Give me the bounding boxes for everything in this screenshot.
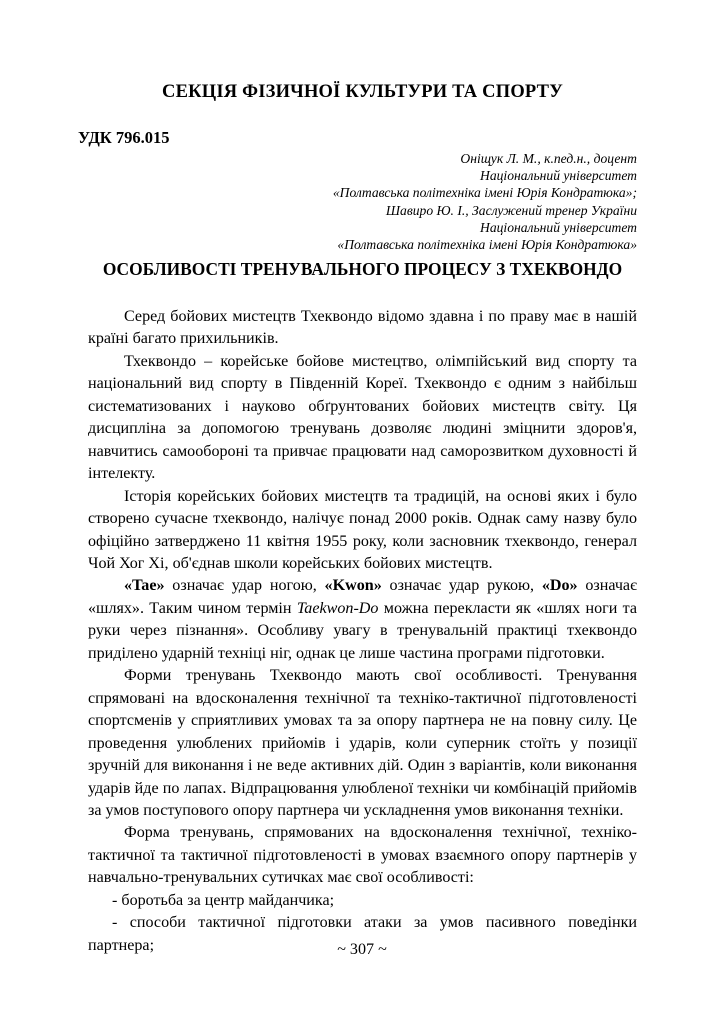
paragraph-5: Форма тренувань, спрямованих на вдосконалення технічної, техніко-тактичної та тактичної підготовленості в умовах взаємного опору партнерів у навчально-тренувальних сутичках має свої особливості: — [88, 824, 637, 887]
term-do: «Do» — [541, 577, 578, 595]
author-line-1: Оніщук Л. М., к.пед.н., доцент — [460, 151, 637, 166]
author-line-3: «Полтавська політехніка імені Юрія Кондратюка»; — [332, 185, 637, 201]
text-tail: можна перекласти як «шлях ноги та руки через пізнання». Особливу увагу в тренувальній практиці тхеквондо приділено ударній техніці ніг, однак це лише частина програми підготовки. — [88, 599, 638, 662]
author-affiliation-block — [88, 150, 637, 253]
bullet-item-2: - способи тактичної підготовки атаки за умов пасивного поведінки партнера; — [88, 914, 637, 954]
paragraph-3: Історія корейських бойових мистецтв та традицій, на основі яких і було створено сучасне тхеквондо, налічує понад 2000 років. Однак саму назву було офіційно затверджено 11 квітня 1955 року, коли засновник тхеквондо, генерал Чой Хог Хі, об'єднав школи корейських бойових мистецтв. — [88, 487, 637, 572]
article-title: ОСОБЛИВОСТІ ТРЕНУВАЛЬНОГО ПРОЦЕСУ З ТХЕКВОНДО — [102, 259, 623, 279]
author-line-5: Національний університет — [480, 219, 637, 235]
text-after-do: означає «шлях». Таким чином термін — [88, 577, 637, 617]
page-number: ~ 307 ~ — [337, 941, 387, 958]
paragraph-2: Тхеквондо – корейське бойове мистецтво, олімпійський вид спорту та національний вид спорту в Південній Кореї. Тхеквондо є одним з найбільш систематизованих і науково обґрунтованих бойових мистецтв світу. Ця дисципліна за допомогою тренувань дозволяє людині зміцнити здоров'я, навчитись самообороні та привчає працювати над саморозвитком духовності й інтелекту. — [88, 352, 637, 483]
term-tae: «Tae» — [124, 577, 165, 595]
text-after-tae: означає удар ногою, — [164, 577, 325, 595]
text-after-kwon: означає удар рукою, — [381, 577, 542, 595]
author-line-2: Національний університет — [480, 168, 637, 184]
term-kwon: «Kwon» — [324, 577, 382, 595]
paragraph-tae-kwon-do — [88, 575, 637, 665]
term-taekwon-do: Taekwon-Do — [296, 599, 379, 617]
bullet-item-1: - боротьба за центр майданчика; — [112, 891, 335, 909]
udk-code: УДК 796.015 — [78, 128, 170, 147]
paragraph-4: Форми тренувань Тхеквондо мають свої особливості. Тренування спрямовані на вдосконалення технічної та техніко-тактичної підготовленості спортсменів у сприятливих умовах та за опору партнера не на повну силу. Це проведення улюблених прийомів і ударів, коли суперник стоїть у позиції зручній для виконання і не веде активних дій. Один з варіантів, коли виконання ударів йде по лапах. Відпрацювання улюбленої техніки чи комбінацій прийомів за умов поступового опору партнера чи ускладнення умов виконання техніки. — [88, 667, 637, 819]
author-line-4: Шавиро Ю. І., Заслужений тренер України — [385, 202, 637, 218]
author-line-6: «Полтавська політехніка імені Юрія Кондратюка» — [337, 237, 637, 253]
section-heading: СЕКЦІЯ ФІЗИЧНОЇ КУЛЬТУРИ ТА СПОРТУ — [162, 82, 563, 102]
article-body — [88, 306, 637, 957]
paragraph-1: Серед бойових мистецтв Тхеквондо відомо здавна і по праву має в нашій країні багато прихильників. — [88, 308, 637, 348]
